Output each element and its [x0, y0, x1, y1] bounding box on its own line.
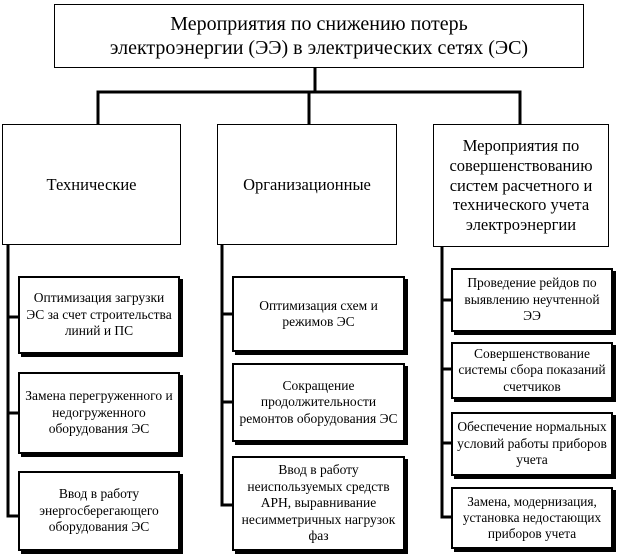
metering-item-2-text: Совершенствование системы сбора показаний счетчиков: [458, 345, 606, 394]
technical-item-2: [18, 372, 180, 454]
organizational-item-1: [232, 276, 405, 352]
organizational-item-3-text: Ввод в работу неиспользуемых средств АРН, выравнивание несимметричных нагрузок фаз: [241, 462, 396, 544]
metering-item-2: [451, 342, 613, 399]
technical-item-1: [18, 276, 180, 354]
root-title-box: [54, 4, 584, 68]
category-organizational: [217, 124, 397, 245]
category-organizational-label: Организационные: [243, 174, 371, 194]
root-title-line-1: Мероприятия по снижению потерь: [170, 13, 468, 35]
metering-item-3-text: Обеспечение нормальных условий работы приборов учета: [457, 419, 607, 468]
category-technical: [2, 124, 181, 245]
metering-item-1: [451, 268, 613, 332]
technical-item-3-text: Ввод в работу энергосберегающего оборудования ЭС: [39, 486, 159, 535]
metering-item-4-text: Замена, модернизация, установка недостающих приборов учета: [462, 493, 602, 542]
organizational-item-3: [232, 456, 405, 551]
organizational-item-2: [232, 363, 405, 442]
metering-item-4: [451, 487, 613, 549]
technical-item-1-text: Оптимизация загрузки ЭС за счет строительства линий и ПС: [26, 290, 172, 339]
category-technical-label: Технические: [46, 174, 137, 194]
category-metering-label: Мероприятия по совершенствованию систем расчетного и технического учета электроэнергии: [449, 136, 593, 235]
root-title-line-2: электроэнергии (ЭЭ) в электрических сетях (ЭС): [109, 37, 529, 59]
category-metering: [433, 124, 609, 247]
technical-item-2-text: Замена перегруженного и недогруженного оборудования ЭС: [25, 388, 173, 437]
organizational-item-2-text: Сокращение продолжительности ремонтов оборудования ЭС: [239, 377, 398, 426]
organizational-item-1-text: Оптимизация схем и режимов ЭС: [259, 297, 378, 329]
metering-item-3: [451, 412, 613, 476]
metering-item-1-text: Проведение рейдов по выявлению неучтенной ЭЭ: [464, 275, 600, 324]
technical-item-3: [18, 471, 180, 551]
